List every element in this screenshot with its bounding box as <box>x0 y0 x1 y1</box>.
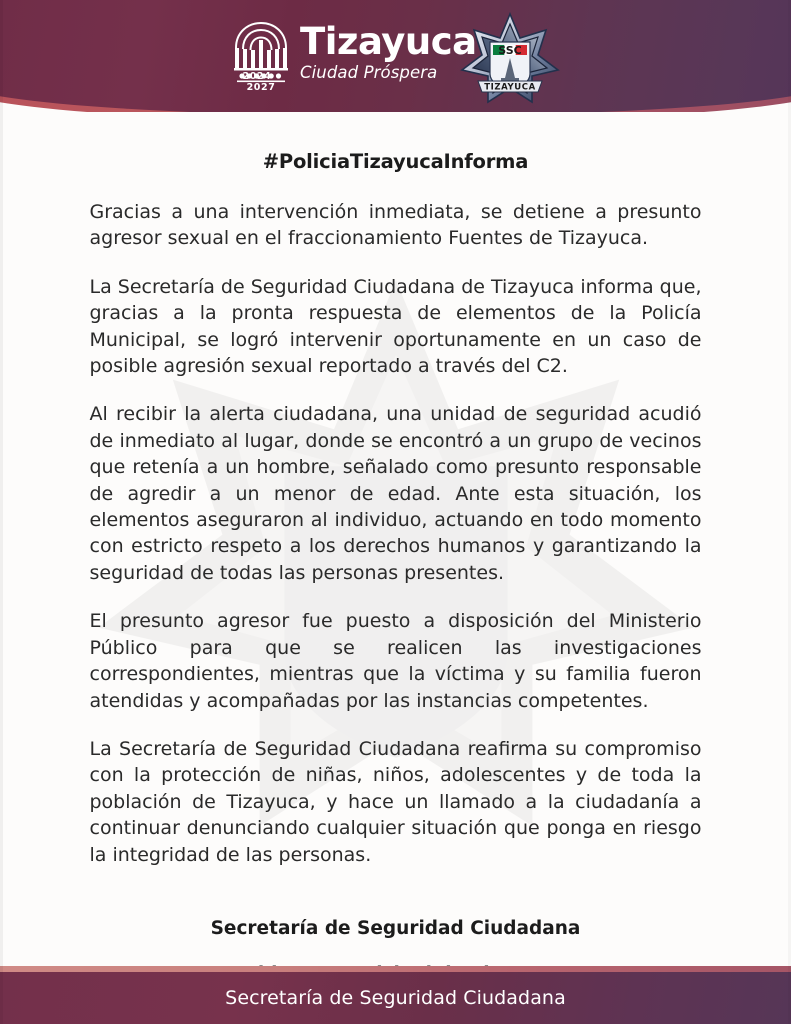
signature-line-1: Secretaría de Seguridad Ciudadana <box>210 917 581 939</box>
document-body <box>0 118 791 966</box>
page-title: #PoliciaTizayucaInforma <box>262 150 529 173</box>
tizayuca-logo <box>232 18 477 93</box>
page-left-edge <box>0 0 3 1024</box>
arch-monument-icon <box>232 18 290 93</box>
paragraph-4: El presunto agresor fue puesto a disposición del Ministerio Público para que se realicen las investigaciones correspondientes, mientras que la víctima y su familia fueron atendidas y acompañadas por las instancias competentes. <box>89 610 702 712</box>
logo-wordmark <box>300 18 477 82</box>
svg-text:SSC: SSC <box>498 44 522 57</box>
paragraph-1: Gracias a una intervención inmediata, se detiene a presunto agresor sexual en el fraccionamiento Fuentes de Tizayuca. <box>89 201 702 250</box>
page-header <box>0 0 791 112</box>
footer-label: Secretaría de Seguridad Ciudadana <box>225 987 566 1009</box>
paragraph-2: La Secretaría de Seguridad Ciudadana de Tizayuca informa que, gracias a la pronta respuesta de elementos de la Policía Municipal, se logró intervenir oportunamente en un caso de posible agresión sexual reportado a través del C2. <box>89 275 702 378</box>
logo-year-range: 2024 · 2027 <box>242 71 280 93</box>
logo-wordmark-tagline: Ciudad Próspera <box>300 63 438 82</box>
svg-text:TIZAYUCA: TIZAYUCA <box>484 82 536 93</box>
paragraph-5: La Secretaría de Seguridad Ciudadana reafirma su compromiso con la protección de niñas, niños, adolescentes y de toda la población de Tizayuca, y hace un llamado a la ciudadanía a continuar denunciando cualquier situación que ponga en riesgo la integridad de las personas. <box>89 737 702 866</box>
police-star-badge-icon <box>460 12 560 107</box>
logo-wordmark-main: Tizayuca <box>300 20 477 63</box>
page-footer <box>0 966 791 1024</box>
article-text <box>90 199 702 868</box>
paragraph-3: Al recibir la alerta ciudadana, una unidad de seguridad acudió de inmediato al lugar, donde se encontró a un grupo de vecinos que retenía a un hombre, señalado como presunto responsable de agredir a un menor de edad. Ante esta situación, los elementos aseguraron al individuo, actuando en todo momento con estricto respeto a los derechos humanos y garantizando la seguridad de todas las personas presentes. <box>89 403 702 584</box>
